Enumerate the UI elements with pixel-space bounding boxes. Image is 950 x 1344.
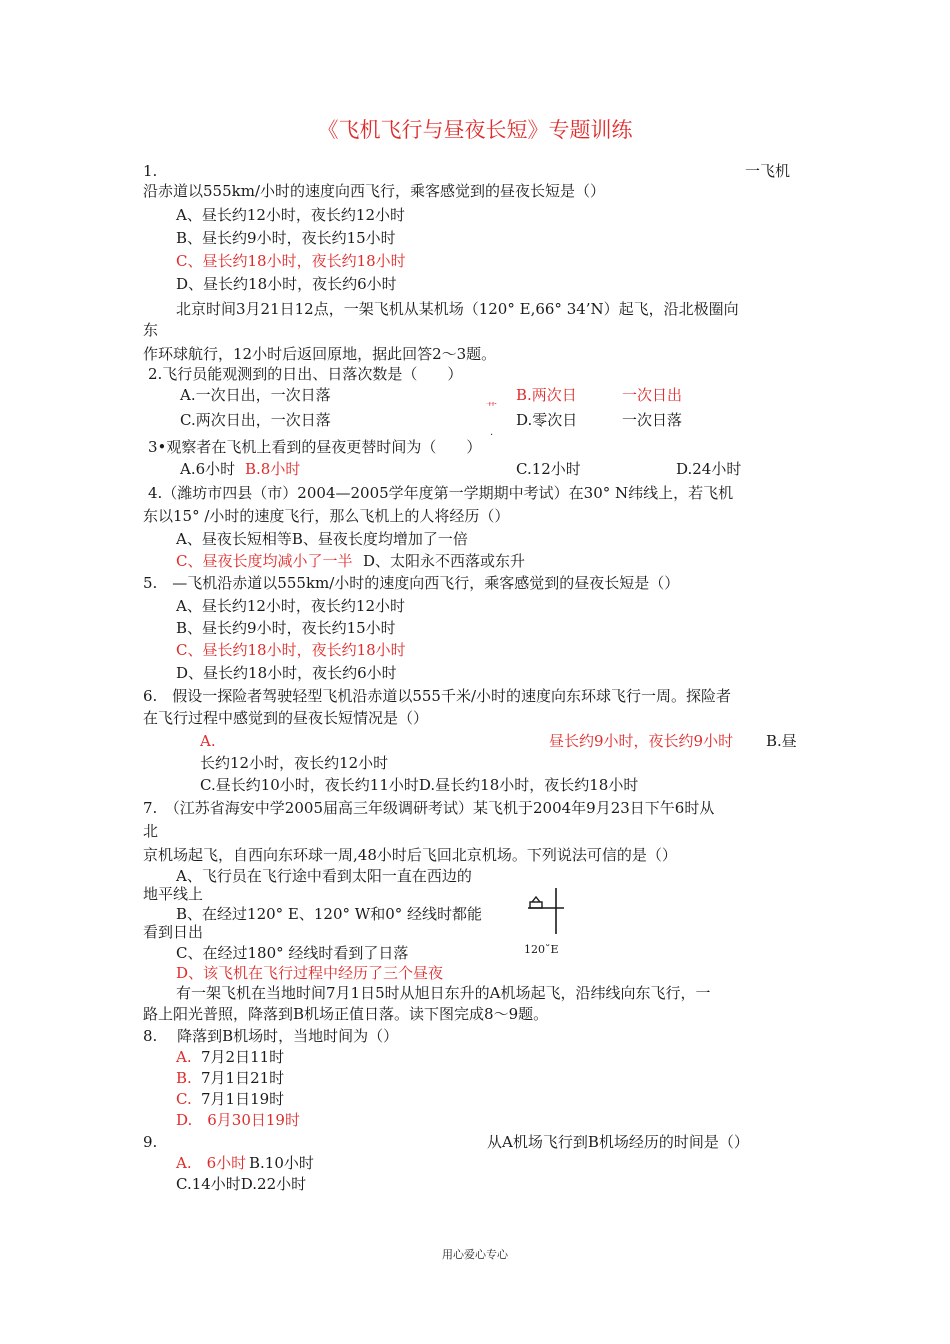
q1-option-b: B、昼长约9小时，夜长约15小时 [176, 229, 396, 247]
q4-stem-line1: 4.（潍坊市四县（市）2004—2005学年度第一学期期中考试）在30° N纬线上，若飞机 [148, 484, 734, 502]
q6-option-a-label: A. [200, 732, 216, 750]
q7-option-a-line2: 地平线上 [143, 885, 204, 903]
q7-option-c: C、在经过180° 经线时看到了日落 [176, 944, 409, 962]
q7-figure-label: 120˚E [524, 944, 559, 956]
q9-option-cd: C.14小时D.22小时 [176, 1175, 307, 1193]
q7-meridian-figure [520, 884, 568, 956]
q2-stem: 2.飞行员能观测到的日出、日落次数是（ ） [148, 365, 463, 383]
q2-option-a: A.一次日出，一次日落 [180, 386, 331, 404]
q2-option-c: C.两次日出，一次日落 [180, 411, 331, 429]
q1-number: 1. [143, 162, 158, 180]
q7-option-a-line1: A、飞行员在飞行途中看到太阳一直在西边的 [176, 867, 472, 885]
q2-mark: 艹 [486, 401, 497, 414]
q7-option-b-line2: 看到日出 [143, 923, 204, 941]
q8-option-a-text: 7月2日11时 [201, 1048, 285, 1066]
q9-number: 9. [143, 1133, 158, 1151]
q2-option-d-part2: 一次日落 [622, 411, 683, 429]
q3-option-c: C.12小时 [516, 460, 581, 478]
q5-option-c: C、昼长约18小时，夜长约18小时 [176, 641, 406, 659]
intro23-line1: 北京时间3月21日12点，一架飞机从某机场（120° E,66° 34’N）起飞，沿北极圈向 [176, 300, 739, 318]
q8-option-c-label: C. [176, 1090, 192, 1108]
q1-stem-tail: 一飞机 [745, 162, 791, 180]
q5-option-a: A、昼长约12小时，夜长约12小时 [176, 597, 406, 615]
q6-option-cd: C.昼长约10小时，夜长约11小时D.昼长约18小时，夜长约18小时 [200, 776, 639, 794]
q5-stem: 5. —飞机沿赤道以555km/小时的速度向西飞行，乘客感觉到的昼夜长短是（） [143, 574, 680, 592]
q4-option-d: D、太阳永不西落或东升 [363, 552, 526, 570]
q3-stem: 3•观察者在飞机上看到的昼夜更替时间为（ ） [148, 438, 482, 456]
q2-dot: . [490, 427, 494, 438]
q5-option-b: B、昼长约9小时，夜长约15小时 [176, 619, 396, 637]
q8-option-a-label: A. [176, 1048, 192, 1066]
q1-option-c: C、昼长约18小时，夜长约18小时 [176, 252, 406, 270]
intro89-line1: 有一架飞机在当地时间7月1日5时从旭日东升的A机场起飞，沿纬线向东飞行，一 [176, 984, 711, 1002]
q4-stem-line2: 东以15° /小时的速度飞行，那么飞机上的人将经历（） [143, 507, 510, 525]
q8-option-d: D. 6月30日19时 [176, 1111, 300, 1129]
q9-stem: 从A机场飞行到B机场经历的时间是（） [487, 1133, 749, 1151]
q1-stem: 沿赤道以555km/小时的速度向西飞行，乘客感觉到的昼夜长短是（） [143, 182, 605, 200]
q6-stem-line1: 6. 假设一探险者驾驶轻型飞机沿赤道以555千米/小时的速度向东环球飞行一周。探险者 [143, 687, 731, 705]
intro23-line2: 东 [143, 321, 159, 339]
q3-option-a: A.6小时 [180, 460, 236, 478]
q7-stem-line3: 京机场起飞，自西向东环球一周,48小时后飞回北京机场。下列说法可信的是（） [143, 846, 677, 864]
q6-stem-line2: 在飞行过程中感觉到的昼夜长短情况是（） [143, 709, 429, 727]
q4-option-ab: A、昼夜长短相等B、昼夜长度均增加了一倍 [176, 530, 468, 548]
q8-option-b-text: 7月1日21时 [201, 1069, 285, 1087]
q9-option-a: A. 6小时 [176, 1154, 247, 1172]
q6-option-a-text: 昼长约9小时，夜长约9小时 [549, 732, 734, 750]
q8-stem: 8. 降落到B机场时，当地时间为（） [143, 1027, 399, 1045]
intro23-line3: 作环球航行，12小时后返回原地，据此回答2～3题。 [143, 345, 497, 363]
page-title: 《飞机飞行与昼夜长短》专题训练 [317, 118, 633, 142]
q1-option-d: D、昼长约18小时，夜长约6小时 [176, 275, 397, 293]
q2-option-d-part1: D.零次日 [516, 411, 578, 429]
intro89-line2: 路上阳光普照，降落到B机场正值日落。读下图完成8～9题。 [143, 1005, 549, 1023]
q7-stem-line1: 7. （江苏省海安中学2005届高三年级调研考试）某飞机于2004年9月23日下午6时从 [143, 799, 715, 817]
q3-option-d: D.24小时 [676, 460, 742, 478]
q6-option-b-tail: 长约12小时，夜长约12小时 [200, 754, 389, 772]
q7-option-d: D、该飞机在飞行过程中经历了三个昼夜 [176, 964, 444, 982]
page-footer: 用心爱心专心 [442, 1248, 508, 1261]
q4-option-c: C、昼夜长度均减小了一半 [176, 552, 353, 570]
q8-option-b-label: B. [176, 1069, 192, 1087]
q9-option-b: B.10小时 [249, 1154, 314, 1172]
q6-option-b-head: B.昼 [766, 732, 797, 750]
q7-option-b-line1: B、在经过120° E、120° W和0° 经线时都能 [176, 905, 482, 923]
q2-option-b-part2: 一次日出 [622, 386, 683, 404]
q7-stem-line2: 北 [143, 822, 159, 840]
q8-option-c-text: 7月1日19时 [201, 1090, 285, 1108]
q1-option-a: A、昼长约12小时，夜长约12小时 [176, 206, 406, 224]
q5-option-d: D、昼长约18小时，夜长约6小时 [176, 664, 397, 682]
q2-option-b-part1: B.两次日 [516, 386, 577, 404]
q3-option-b: B.8小时 [245, 460, 301, 478]
